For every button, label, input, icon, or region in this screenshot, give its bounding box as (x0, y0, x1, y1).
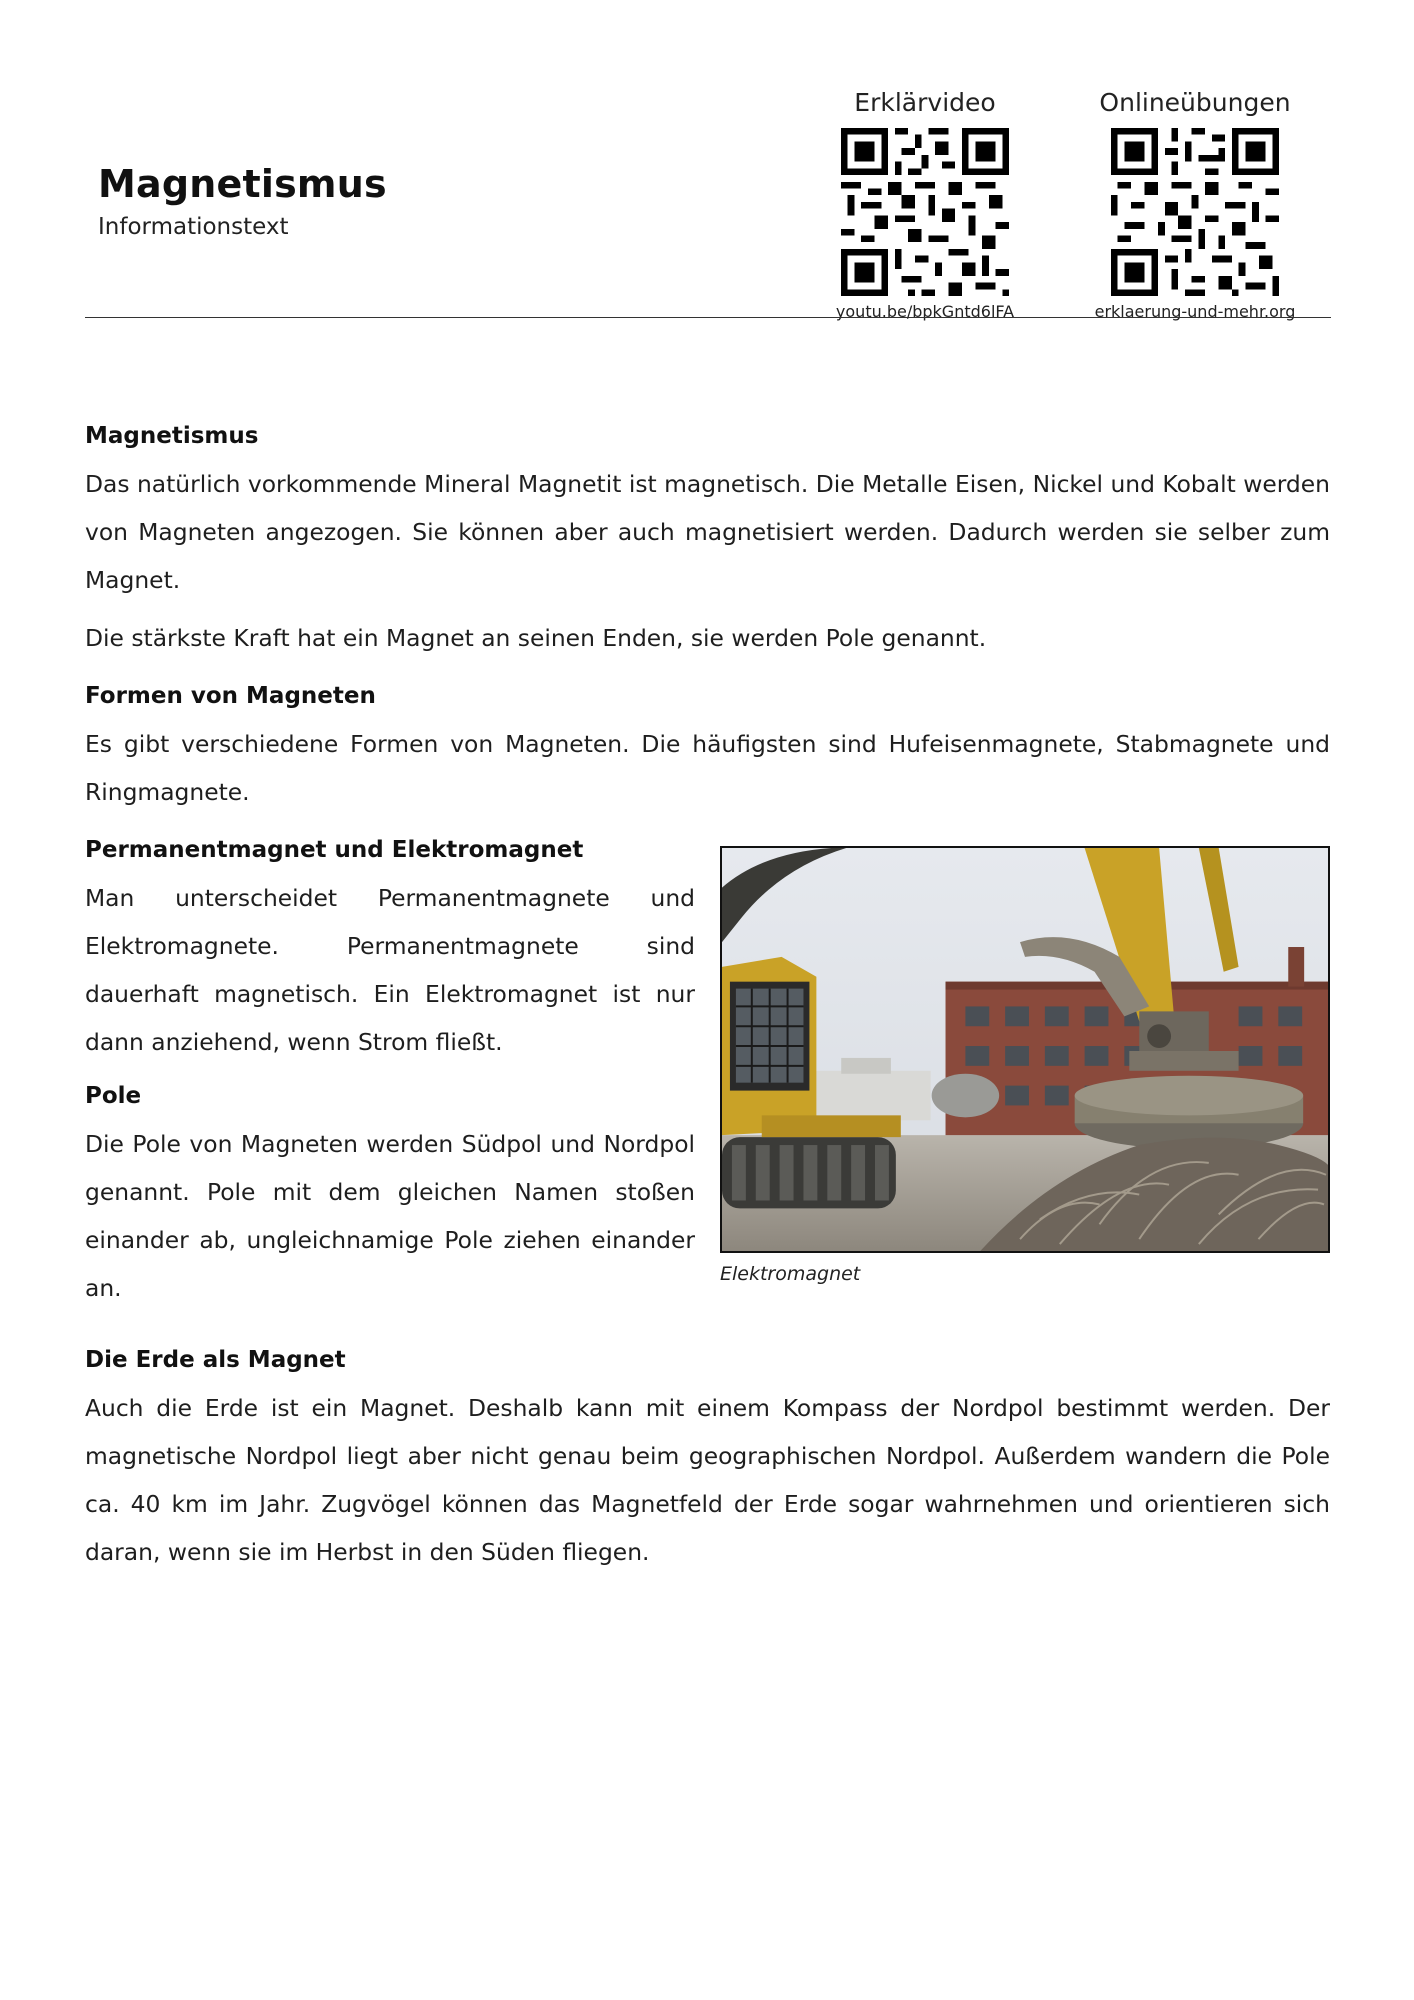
section-heading: Magnetismus (85, 423, 259, 449)
section-heading: Pole (85, 1083, 142, 1109)
section-magnetismus (85, 420, 1330, 662)
figure-elektromagnet (720, 846, 1330, 1285)
header-divider (85, 317, 1331, 318)
qr-code-icon[interactable] (841, 128, 1009, 296)
qr-url-video[interactable]: youtu.be/bpkGntd6lFA (835, 302, 1015, 321)
section-pole (85, 1080, 695, 1312)
section-paragraph: Die Pole von Magneten werden Südpol und Nordpol genannt. Pole mit dem gleichen Namen stoßen einander ab, ungleichnamige Pole ziehen einander an. (85, 1130, 695, 1302)
figure-caption: Elektromagnet (720, 1263, 861, 1285)
main-content (85, 420, 1330, 1594)
section-heading: Die Erde als Magnet (85, 1347, 346, 1373)
page-subtitle: Informationstext (98, 214, 289, 240)
section-paragraph: Es gibt verschiedene Formen von Magneten. Die häufigsten sind Hufeisenmagnete, Stabmagnete und Ringmagnete. (85, 730, 1330, 806)
section-paragraph: Die stärkste Kraft hat ein Magnet an seinen Enden, sie werden Pole genannt. (85, 624, 987, 652)
section-formen (85, 680, 1330, 816)
section-paragraph: Auch die Erde ist ein Magnet. Deshalb kann mit einem Kompass der Nordpol bestimmt werden. Der magnetische Nordpol liegt aber nicht genau beim geographischen Nordpol. Außerdem wandern die Pole ca. 40 km im Jahr. Zugvögel können das Magnetfeld der Erde sogar wahrnehmen und orientieren sich daran, wenn sie im Herbst in den Süden fliegen. (85, 1394, 1330, 1566)
qr-code-icon[interactable] (1111, 128, 1279, 296)
section-erde (85, 1344, 1330, 1576)
qr-label-video: Erklärvideo (854, 88, 996, 117)
section-permanentmagnet (85, 834, 695, 1066)
section-heading: Permanentmagnet und Elektromagnet (85, 837, 584, 863)
qr-url-online[interactable]: erklaerung-und-mehr.org (1094, 302, 1296, 321)
section-heading: Formen von Magneten (85, 683, 376, 709)
left-column (85, 834, 695, 1326)
section-paragraph: Man unterscheidet Permanentmagnete und Elektromagnete. Permanentmagnete sind dauerhaft magnetisch. Ein Elektromagnet ist nur dann anziehend, wenn Strom fließt. (85, 884, 695, 1056)
qr-block-online[interactable] (1070, 88, 1320, 321)
two-column-block (85, 834, 1330, 1344)
section-paragraph: Das natürlich vorkommende Mineral Magnetit ist magnetisch. Die Metalle Eisen, Nickel und Kobalt werden von Magneten angezogen. Sie können aber auch magnetisiert werden. Dadurch werden sie selber zum Magnet. (85, 470, 1330, 594)
qr-label-online: Onlineübungen (1099, 88, 1291, 117)
page-title: Magnetismus (98, 162, 387, 206)
qr-block-video[interactable] (810, 88, 1040, 321)
electromagnet-crane-photo (720, 846, 1330, 1253)
